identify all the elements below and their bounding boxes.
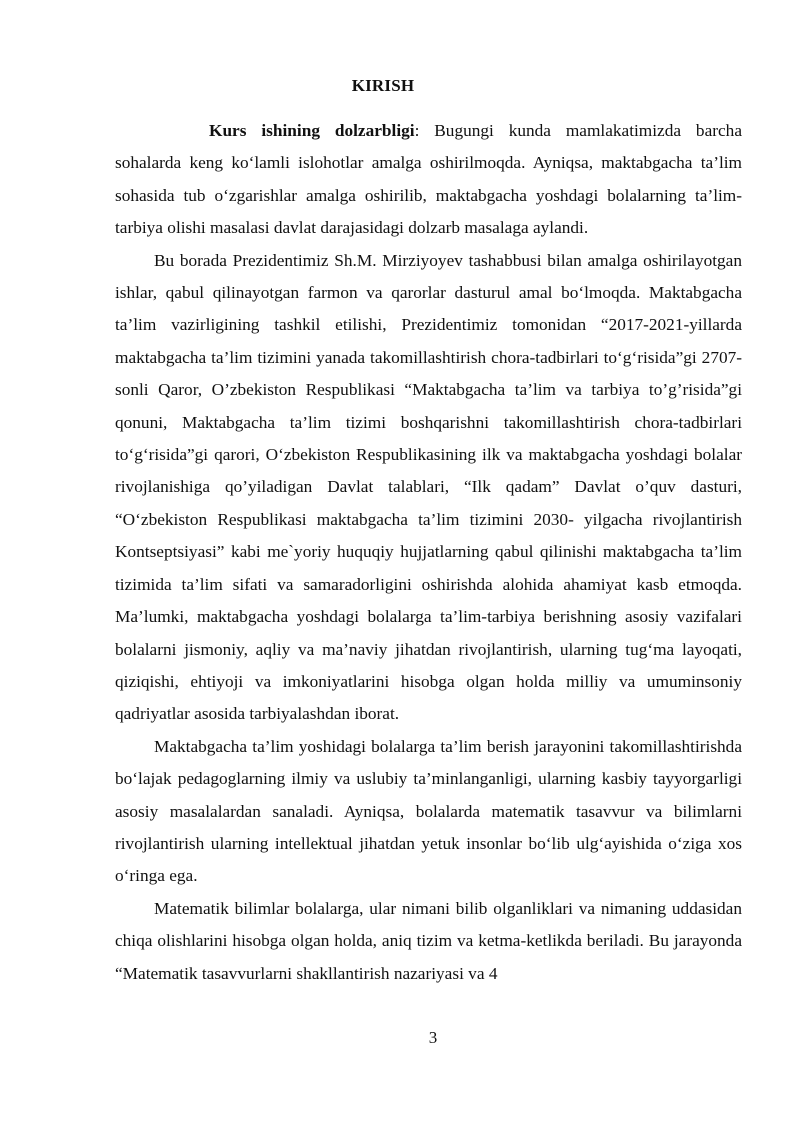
relevance-text: Bugungi kunda mamlakatimizda barcha sohalarda keng ko‘lamli islohotlar amalga oshirilmoqda. Ayniqsa, maktabgacha ta’lim sohasida tub o‘zgarishlar amalga oshirilib, maktabgacha yoshdagi bolalarning ta’lim-tarbiya olishi masalasi davlat darajasidagi dolzarb masalaga aylandi. (115, 121, 742, 238)
relevance-lead-separator: : (414, 121, 420, 140)
paragraph-legislation: Bu borada Prezidentimiz Sh.M. Mirziyoyev tashabbusi bilan amalga oshirilayotgan ishlar, qabul qilinayotgan farmon va qarorlar dasturul amal bo‘lmoqda. Maktabgacha ta’lim vazirligining tashkil etilishi, Prezidentimiz tomonidan “2017-2021-yillarda maktabgacha ta’lim tizimini yanada takomillashtirish chora-tadbirlari to‘g‘risida”gi 2707-sonli Qaror, O’zbekiston Respublikasi “Maktabgacha ta’lim va tarbiya to’g’risida”gi qonuni, Maktabgacha ta’lim tizimi boshqarishni takomillashtirish chora-tadbirlari to‘g‘risida”gi qarori, O‘zbekiston Respublikasining ilk va maktabgacha yoshdagi bolalar rivojlanishiga qo’yiladigan Davlat talablari, “Ilk qadam” Davlat o’quv dasturi, “O‘zbekiston Respublikasi maktabgacha ta’lim tizimini 2030- yilgacha rivojlantirish Kontseptsiyasi” kabi me`yoriy huquqiy hujjatlarning qabul qilinishi maktabgacha ta’lim tizimida ta’lim sifati va samaradorligini oshirishda alohida ahamiyat kasb etmoqda. Ma’lumki, maktabgacha yoshdagi bolalarga ta’lim-tarbiya berishning asosiy vazifalari bolalarni jismoniy, aqliy va ma’naviy jihatdan rivojlantirish, ularning tug‘ma layoqati, qiziqishi, ehtiyoji va imkoniyatlarini hisobga olgan holda milliy va umuminsoniy qadriyatlar asosida tarbiyalashdan iborat. (115, 250, 742, 724)
section-title: KIRISH (351, 76, 415, 95)
page-number: 3 (428, 1028, 438, 1047)
body-text (115, 115, 742, 990)
paragraph-math-knowledge: Matematik bilimlar bolalarga, ular nimani bilib olganliklari va nimaning uddasidan chiqa olishlarini hisobga olgan holda, aniq tizim va ketma-ketlikda beriladi. Bu jarayonda “Matematik tasavvurlarni shakllantirish nazariyasi va 4 (115, 898, 742, 983)
relevance-lead: Kurs ishining dolzarbligi (209, 121, 415, 140)
paragraph-relevance (115, 115, 742, 245)
paragraph-teacher-training: Maktabgacha ta’lim yoshidagi bolalarga ta’lim berish jarayonini takomillashtirishda bo‘lajak pedagoglarning ilmiy va uslubiy ta’minlanganligi, ularning kasbiy tayyorgarligi asosiy masalalardan sanaladi. Ayniqsa, bolalarda matematik tasavvur va bilimlarni rivojlantirish ularning intellektual jihatdan yetuk insonlar bo‘lib ulg‘ayishida o‘ziga xos o‘ringa ega. (115, 736, 742, 886)
